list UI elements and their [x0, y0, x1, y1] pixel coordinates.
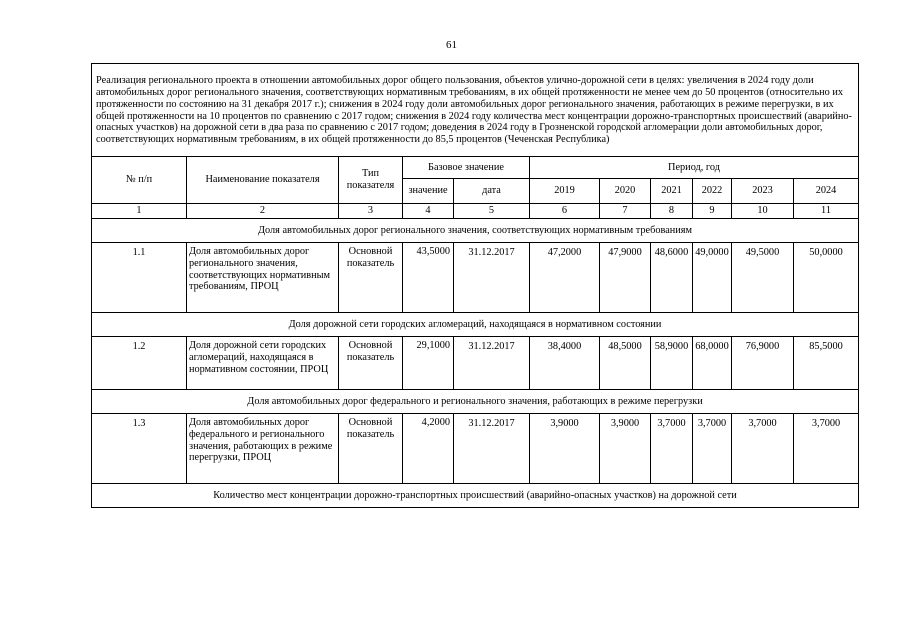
base-value: 43,5000 [403, 243, 454, 313]
row-num: 1.3 [92, 414, 187, 484]
column-number: 8 [651, 204, 693, 219]
year-value: 85,5000 [794, 337, 859, 390]
column-number-row [92, 204, 859, 219]
section-title: Доля автомобильных дорог регионального значения, соответствующих нормативным требованиям [92, 219, 859, 243]
year-value: 38,4000 [530, 337, 600, 390]
column-number: 4 [403, 204, 454, 219]
indicators-table [91, 63, 859, 508]
column-number: 7 [600, 204, 651, 219]
row-num: 1.1 [92, 243, 187, 313]
column-number: 6 [530, 204, 600, 219]
header-type: Тип показателя [339, 157, 403, 204]
section-title: Доля автомобильных дорог федерального и регионального значения, работающих в режиме перегрузки [92, 390, 859, 414]
project-description: Реализация регионального проекта в отношении автомобильных дорог общего пользования, объектов улично-дорожной сети в целях: увеличения в 2024 году доли автомобильных дорог регионального значения, соответствующих нормативным требованиям, в их общей протяженности не менее чем до 50 процентов (относительно их протяженности по состоянию на 31 декабря 2017 г.); снижения в 2024 году доли автомобильных дорог регионального значения, работающих в режиме перегрузки, в их общей протяженности на 10 процентов по сравнению с 2017 годом; снижения в 2024 году количества мест концентрации дорожно-транспортных происшествий (аварийно-опасных участков) на дорожной сети в два раза по сравнению с 2017 годом; доведения в 2024 году в Грозненской городской агломерации доли автомобильных дорог, соответствующих нормативным требованиям, в их общей протяженности до 85,5 процентов (Чеченская Республика) [92, 64, 859, 157]
year-value: 47,2000 [530, 243, 600, 313]
intro-row [92, 64, 859, 157]
header-year: 2024 [794, 179, 859, 204]
year-value: 3,9000 [600, 414, 651, 484]
page-number: 61 [446, 39, 457, 51]
column-number: 2 [187, 204, 339, 219]
section-title: Количество мест концентрации дорожно-транспортных происшествий (аварийно-опасных участков) на дорожной сети [92, 484, 859, 508]
year-value: 48,6000 [651, 243, 693, 313]
header-num: № п/п [92, 157, 187, 204]
section-row [92, 313, 859, 337]
base-value: 4,2000 [403, 414, 454, 484]
header-year: 2023 [732, 179, 794, 204]
year-value: 3,7000 [732, 414, 794, 484]
year-value: 3,9000 [530, 414, 600, 484]
year-value: 3,7000 [651, 414, 693, 484]
section-row [92, 390, 859, 414]
year-value: 3,7000 [794, 414, 859, 484]
section-row [92, 219, 859, 243]
section-title: Доля дорожной сети городских агломераций, находящаяся в нормативном состоянии [92, 313, 859, 337]
column-number: 11 [794, 204, 859, 219]
header-base-value: значение [403, 179, 454, 204]
base-date: 31.12.2017 [454, 243, 530, 313]
header-year: 2019 [530, 179, 600, 204]
year-value: 50,0000 [794, 243, 859, 313]
indicator-type: Основной показатель [339, 337, 403, 390]
column-number: 1 [92, 204, 187, 219]
base-value: 29,1000 [403, 337, 454, 390]
header-year: 2021 [651, 179, 693, 204]
section-row [92, 484, 859, 508]
year-value: 49,0000 [693, 243, 732, 313]
year-value: 68,0000 [693, 337, 732, 390]
header-year: 2020 [600, 179, 651, 204]
base-date: 31.12.2017 [454, 414, 530, 484]
year-value: 48,5000 [600, 337, 651, 390]
base-date: 31.12.2017 [454, 337, 530, 390]
row-num: 1.2 [92, 337, 187, 390]
header-row-1 [92, 157, 859, 179]
indicator-name: Доля автомобильных дорог федерального и регионального значения, работающих в режиме перегрузки, ПРОЦ [187, 414, 339, 484]
year-value: 3,7000 [693, 414, 732, 484]
header-period: Период, год [530, 157, 859, 179]
indicator-type: Основной показатель [339, 243, 403, 313]
year-value: 49,5000 [732, 243, 794, 313]
column-number: 5 [454, 204, 530, 219]
column-number: 3 [339, 204, 403, 219]
year-value: 47,9000 [600, 243, 651, 313]
indicator-name: Доля автомобильных дорог регионального значения, соответствующих нормативным требованиям, ПРОЦ [187, 243, 339, 313]
column-number: 9 [693, 204, 732, 219]
indicator-type: Основной показатель [339, 414, 403, 484]
year-value: 76,9000 [732, 337, 794, 390]
header-base-date: дата [454, 179, 530, 204]
table-row [92, 414, 859, 484]
column-number: 10 [732, 204, 794, 219]
year-value: 58,9000 [651, 337, 693, 390]
header-base: Базовое значение [403, 157, 530, 179]
indicator-name: Доля дорожной сети городских агломераций, находящаяся в нормативном состоянии, ПРОЦ [187, 337, 339, 390]
table-row [92, 337, 859, 390]
header-name: Наименование показателя [187, 157, 339, 204]
header-year: 2022 [693, 179, 732, 204]
table-row [92, 243, 859, 313]
